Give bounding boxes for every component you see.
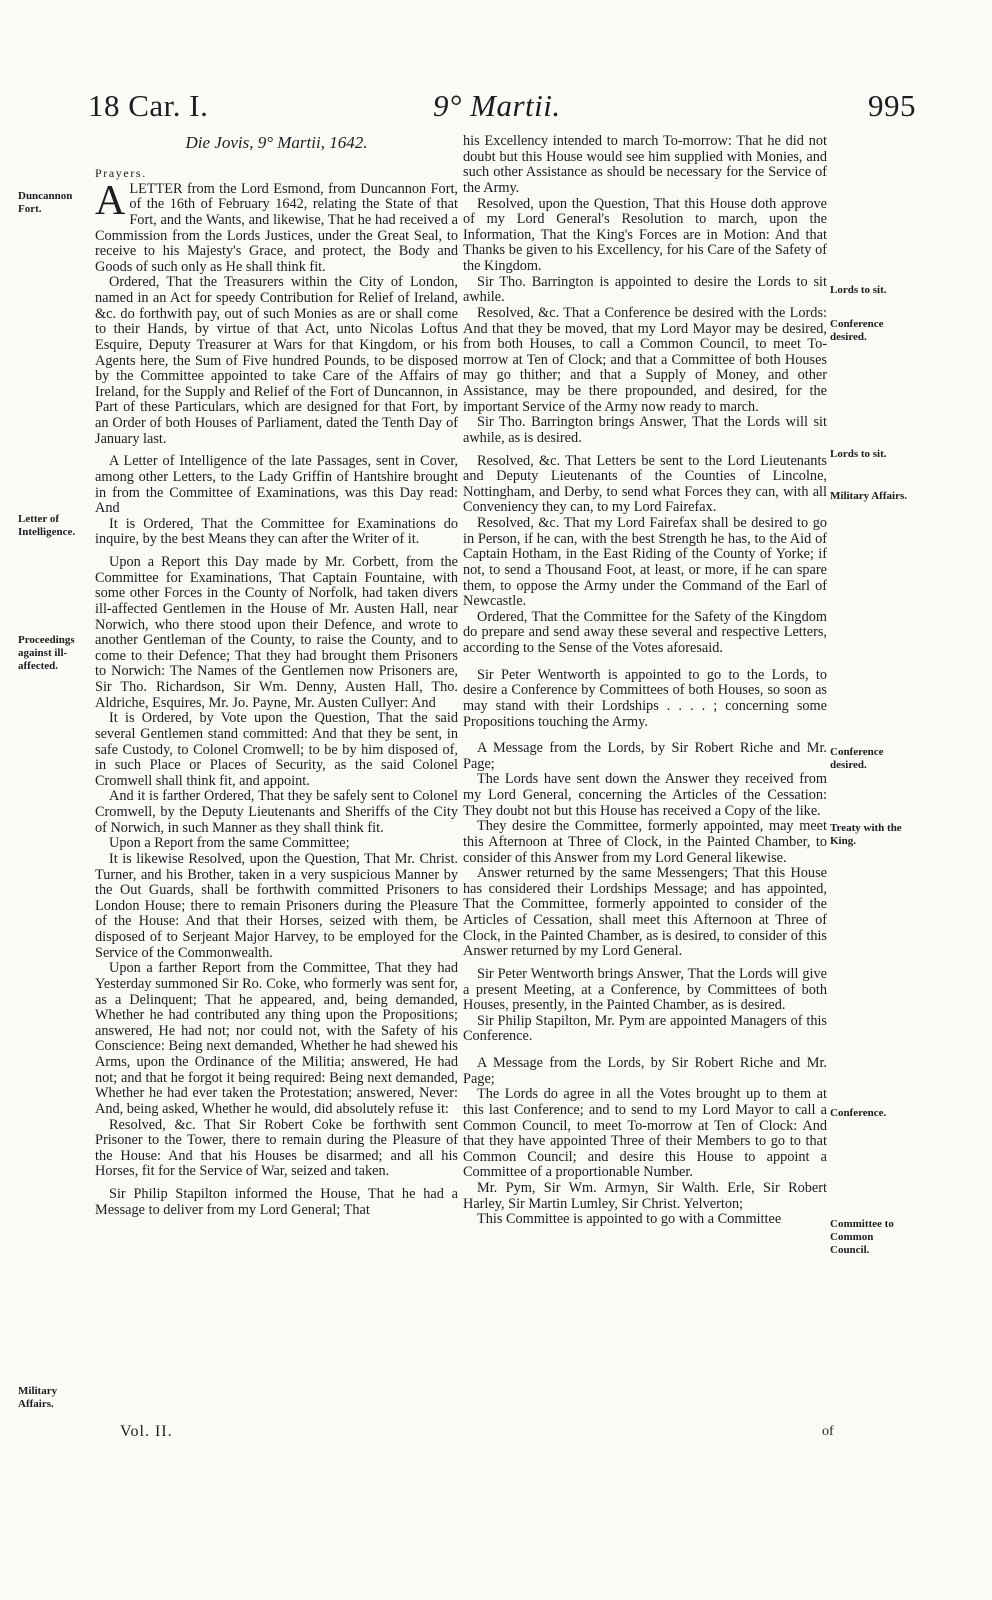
paragraph: This Committee is appointed to go with a Committee [477,1211,782,1228]
margin-note-conference: Conference. [830,1107,887,1119]
paragraph: A Message from the Lords, by Sir Robert Riche and Mr. Page; [463,740,827,772]
paragraph: And it is farther Ordered, That they be safely sent to Colonel Cromwell, by the Deputy Lieutenants and Sheriffs of the City of Norwich, in such Manner as they shall think fit. [95,788,458,836]
paragraph: Sir Peter Wentworth brings Answer, That the Lords will give a present Meeting, at a Conference, by Committees of both Houses, presently, in the Painted Chamber, as is desired. [463,965,827,1014]
running-head-center: 9° Martii. [433,88,561,123]
paragraph: Resolved, &c. That Letters be sent to the Lord Lieutenants and Deputy Lieutenants of the Counties of Lincolne, Nottingham, and Derby, to send what Forces they can, with all Conveniency they can, to my Lord Fairefax. [463,452,827,516]
margin-note-proceedings: Proceedings against ill-affected. [18,634,75,672]
paragraph: Sir Philip Stapilton, Mr. Pym are appointed Managers of this Conference. [463,1012,827,1045]
paragraph: It is likewise Resolved, upon the Question, That Mr. Christ. Turner, and his Brother, taken in a very suspicious Manner by the Out Guards, shall be forthwith committed Prisoners to London House; there to remain Prisoners during the Pleasure of the House: And that their Horses, seized with them, be disposed of to Serjeant Major Harvey, to be employed for the Service of the Commonwealth. [95,850,458,961]
paragraph: Ordered, That the Committee for the Safety of the Kingdom do prepare and send away these several and respective Letters, according to the Sense of the Votes aforesaid. [463,608,827,656]
margin-note-duncannon: Duncannon Fort. [18,190,73,215]
dateline: Die Jovis, 9° Martii, 1642. [185,133,368,152]
prayers-heading: Prayers. [95,166,147,180]
paragraph: Resolved, &c. That my Lord Fairefax shall be desired to go in Person, if he can, with the best Strength he has, to the Aid of Captain Hotham, in the East Riding of the County of Yorke; if not, to send a Thousand Foot, at least, or more, if he can spare them, to oppose the Army under the Command of the Earl of Newcastle. [463,515,827,610]
paragraph: It is Ordered, That the Committee for Examinations do inquire, by the best Means they can after the Writer of it. [95,515,458,548]
paragraph: Mr. Pym, Sir Wm. Armyn, Sir Walth. Erle, Sir Robert Harley, Sir Martin Lumley, Sir Christ. Yelverton; [463,1180,827,1212]
margin-note-military-left: Military Affairs. [18,1385,58,1410]
paragraph: Upon a farther Report from the Committee, That they had Yesterday summoned Sir Ro. Coke, who formerly was sent for, as a Delinquent; That he appeared, and, being demanded, Whether he had contributed any thing upon the Propositions; answered, He had not; nor could not, with the Safety of his Conscience: Being next demanded, Whether he had shewed his Arms, upon the Ordinance of the Militia; answered, He had not; and that he forgot it being required: Being next demanded, Whether he had ever taken the Protestation; answered, Never: And, being asked, Whether he would, did absolutely refuse it: [95,960,458,1117]
margin-note-lords-sit-1: Lords to sit. [830,284,887,296]
paragraph: A Letter of Intelligence of the late Passages, sent in Cover, among other Letters, to the Lady Griffin of Hantshire brought in from the Committee of Examinations, was this Day read: And [95,453,458,517]
volume-signature: Vol. II. [120,1423,173,1440]
paragraph: his Excellency intended to march To-morrow: That he did not doubt but this House would see him supplied with Monies, and such other Assistance as should be necessary for the Service of the Army. [463,133,827,196]
margin-note-military-right: Military Affairs. [830,490,907,502]
paragraph: They desire the Committee, formerly appointed, may meet this Afternoon at Three of Clock, in the Painted Chamber, to consider of this Answer from my Lord General likewise. [463,818,827,866]
paragraph: Ordered, That the Treasurers within the City of London, named in an Act for speedy Contribution for Relief of Ireland, &c. do forthwith pay, out of such Monies as are or shall come to their Hands, by virtue of that Act, unto Nicolas Loftus Esquire, Deputy Treasurer at Wars for that Kingdom, or his Agents here, the Sum of Five hundred Pounds, to be disposed by the Committee appointed to take Care of the Affairs of Ireland, for the Supply and Relief of the Fort of Duncannon, in Part of these Particulars, which are designed for that Fort, by an Order of both Houses of Parliament, dated the Tenth Day of January last. [95,274,458,447]
paragraph: A Message from the Lords, by Sir Robert Riche and Mr. Page; [463,1055,827,1087]
paragraph: Upon a Report from the same Committee; [109,835,350,852]
paragraph: Resolved, upon the Question, That this House doth approve of my Lord General's Resolution to march, upon the Information, That the King's Forces are in Motion: And that Thanks be given to his Excellency, for his Care of the Safety of the Kingdom. [463,195,827,274]
paragraph: Answer returned by the same Messengers; That this House has considered their Lordships Message; and has appointed, That the Committee, formerly appointed to consider of the Articles of Cessation, shall meet this Afternoon at Three of Clock, in the Painted Chamber, as is desired, to consider of this Answer returned by my Lord General. [463,865,827,960]
paragraph: The Lords do agree in all the Votes brought up to them at this last Conference; and to send to my Lord Mayor to call a Common Council, to meet To-morrow at Ten of Clock: And that they have appointed Three of their Members to go to that Common Council; and desire this House to appoint a Committee of a proportionable Number. [463,1086,827,1181]
running-head-left: 18 Car. I. [88,88,209,123]
page-number: 995 [868,88,916,123]
margin-note-lords-sit-2: Lords to sit. [830,448,887,460]
left-column [95,134,458,1218]
paragraph: Sir Peter Wentworth is appointed to go to the Lords, to desire a Conference by Committees of both Houses, so soon as may stand with their Lordships . . . . ; concerning some Propositions touching the Army. [463,666,827,730]
paragraph: ALETTER from the Lord Esmond, from Duncannon Fort, of the 16th of February 1642, relating the State of that Fort, and the Wants, and likewise, That he had received a Commission from the Lords Justices, under the Great Seal, to receive to his Majesty's Grace, and protect, the Body and Goods of such only as He shall think fit. [95,177,458,275]
margin-note-conference-desired-2: Conference desired. [830,746,884,771]
paragraph: Sir Philip Stapilton informed the House, That he had a Message to deliver from my Lord General; That [95,1186,458,1218]
paragraph: Resolved, &c. That a Conference be desired with the Lords: And that they be moved, that my Lord Mayor may be desired, from both Houses, to call a Common Council, to meet To-morrow at Ten of Clock; and that a Committee of both Houses may go thither; and that a Supply of Money, and other Assistance, may be there propounded, and desired, for the important Service of the Army now ready to march. [463,304,827,415]
paragraph: Sir Tho. Barrington brings Answer, That the Lords will sit awhile, as is desired. [463,414,827,446]
right-column [463,134,827,1228]
margin-note-conference-desired-1: Conference desired. [830,318,884,343]
margin-note-treaty: Treaty with the King. [830,822,902,847]
paragraph: Resolved, &c. That Sir Robert Coke be forthwith sent Prisoner to the Tower, there to remain during the Pleasure of the House: And that his Houses be disarmed; and all his Horses, fit for the Service of War, seized and taken. [95,1116,458,1180]
paragraph: It is Ordered, by Vote upon the Question, That the said several Gentlemen stand committed: And that they be sent, in safe Custody, to Colonel Cromwell; to be by him disposed of, in such Place or Places of Security, as the said Colonel Cromwell shall think fit, and appoint. [95,710,458,789]
drop-cap: A [95,177,126,224]
paragraph: Sir Tho. Barrington is appointed to desire the Lords to sit awhile. [463,273,827,306]
margin-note-committee: Committee to Common Council. [830,1218,894,1256]
paragraph: The Lords have sent down the Answer they received from my Lord General, concerning the Articles of the Cessation: They doubt not but this House has received a Copy of the like. [463,771,827,819]
paragraph: Upon a Report this Day made by Mr. Corbett, from the Committee for Examinations, That Captain Fountaine, with some other Forces in the County of Norfolk, had taken divers ill-affected Gentlemen in the House of Mr. Austen Hall, near Norwich, who there stood upon their Defence, and wrote to another Gentleman of the County, to raise the County, and to come to their Defence; That they had brought them Prisoners to Norwich: The Names of the Gentlemen now Prisoners are, Sir Tho. Richardson, Sir Wm. Denny, Austen Hall, Tho. Aldriche, Esquires, Mr. Jo. Payne, Mr. Austen Cullyer: And [95,554,458,711]
catchword: of [822,1424,834,1439]
margin-note-letter: Letter of Intelligence. [18,513,76,538]
